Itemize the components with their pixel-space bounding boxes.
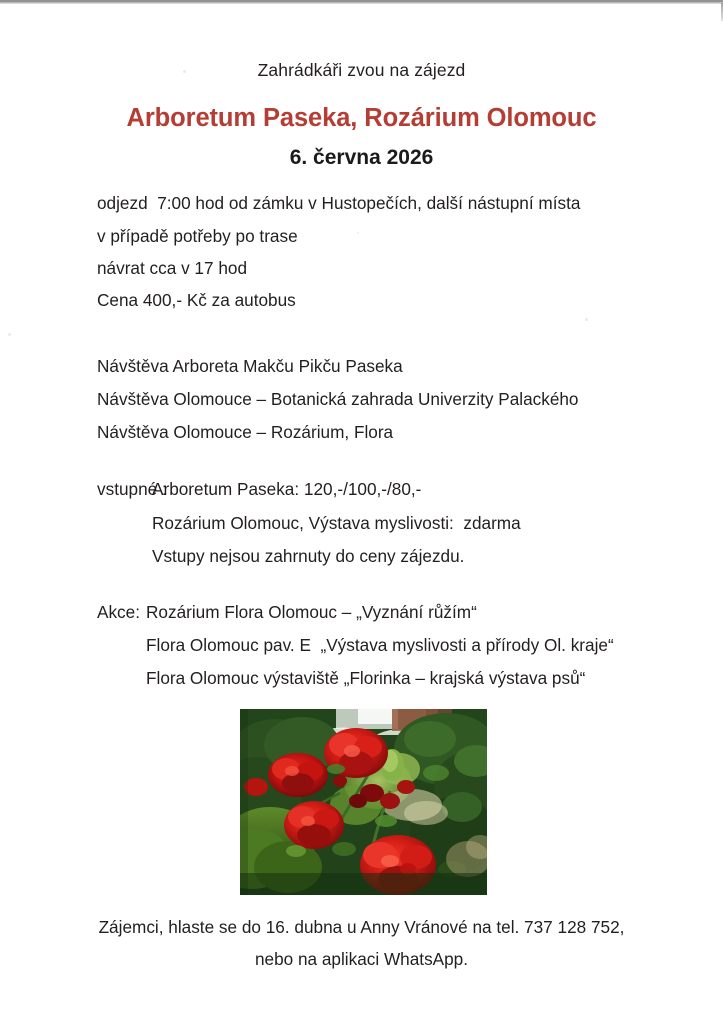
rose-bloom	[284, 801, 344, 849]
admission-label: vstupné :	[97, 479, 167, 499]
admission-item-3: Vstupy nejsou zahrnuty do ceny zájezdu.	[152, 546, 465, 566]
event-item-3: Flora Olomouc výstaviště „Florinka – krajská výstava psů“	[146, 668, 586, 688]
event-item-1: Rozárium Flora Olomouc – „Vyznání růžím“	[146, 602, 477, 622]
rose-bloom	[268, 753, 328, 797]
footer-line-1: Zájemci, hlaste se do 16. dubna u Anny Vránové na tel. 737 128 752,	[98, 917, 625, 937]
departure-line-1: odjezd 7:00 hod od zámku v Hustopečích, další nástupní místa	[97, 193, 581, 213]
event-date: 6. června 2026	[289, 146, 434, 169]
visit-item-1: Návštěva Arboreta Makču Pikču Paseka	[97, 356, 403, 376]
page-title: Arboretum Paseka, Rozárium Olomouc	[126, 104, 597, 132]
admission-item-2: Rozárium Olomouc, Výstava myslivosti: zdarma	[152, 513, 521, 533]
rose-garden-photo-graphic	[240, 709, 487, 895]
footer-line-2: nebo na aplikaci WhatsApp.	[254, 949, 469, 969]
departure-line-2: v případě potřeby po trase	[97, 226, 298, 246]
bus-price: Cena 400,- Kč za autobus	[97, 290, 296, 310]
event-item-2: Flora Olomouc pav. E „Výstava myslivosti a přírody Ol. kraje“	[146, 635, 614, 655]
visit-item-2: Návštěva Olomouce – Botanická zahrada Univerzity Palackého	[97, 389, 579, 409]
events-label: Akce:	[97, 602, 140, 622]
visit-item-3: Návštěva Olomouce – Rozárium, Flora	[97, 422, 394, 442]
admission-item-1: Arboretum Paseka: 120,-/100,-/80,-	[152, 479, 422, 499]
return-time: návrat cca v 17 hod	[97, 258, 248, 278]
rose-garden-photo	[240, 709, 487, 895]
invitation-text: Zahrádkáři zvou na zájezd	[257, 60, 466, 80]
